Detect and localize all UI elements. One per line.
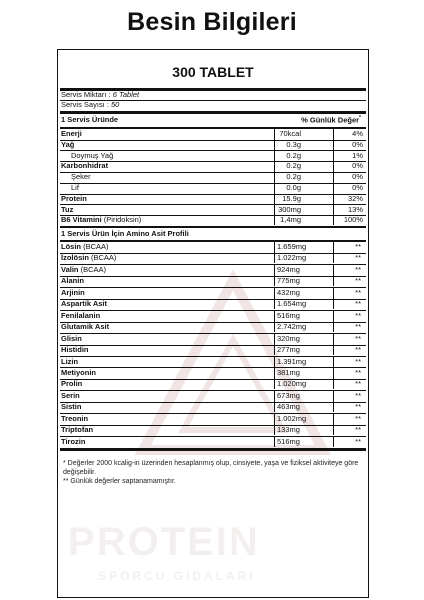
nutrient-row bbox=[61, 151, 365, 161]
column-divider bbox=[333, 413, 334, 424]
amino-acid-value: 1.391mg bbox=[277, 356, 307, 366]
column-divider bbox=[333, 241, 334, 252]
amino-acid-value: 924mg bbox=[277, 264, 300, 274]
amino-acid-value: 1.659mg bbox=[277, 242, 307, 251]
amino-acid-name: Metiyonin bbox=[61, 367, 96, 377]
amino-acid-daily-value: ** bbox=[355, 242, 361, 251]
nutrient-name: Enerji bbox=[61, 129, 82, 138]
serving-size: Servis Miktarı : 6 Tablet bbox=[61, 90, 140, 99]
amino-acid-value: 516mg bbox=[277, 436, 300, 446]
column-divider bbox=[274, 193, 275, 204]
nutrient-daily-value: 0% bbox=[352, 139, 363, 149]
amino-acid-daily-value: ** bbox=[355, 390, 361, 400]
amino-acid-row bbox=[61, 334, 365, 344]
amino-acid-value: 381mg bbox=[277, 367, 300, 377]
nutrient-value: 0.2g bbox=[286, 161, 301, 171]
nutrition-facts-panel bbox=[57, 49, 369, 598]
page-title: Besin Bilgileri bbox=[127, 8, 297, 36]
column-divider bbox=[274, 344, 275, 355]
column-divider bbox=[274, 436, 275, 447]
nutrient-value: 0.2g bbox=[286, 172, 301, 182]
column-divider bbox=[333, 264, 334, 275]
amino-acid-row bbox=[61, 379, 365, 389]
nutrient-row bbox=[61, 140, 365, 150]
amino-acid-row bbox=[61, 402, 365, 412]
amino-acid-name: Prolin bbox=[61, 379, 83, 389]
nutrient-value: 0.0g bbox=[286, 183, 301, 192]
amino-acid-daily-value: ** bbox=[355, 264, 361, 274]
amino-acid-value: 673mg bbox=[277, 390, 300, 400]
column-divider bbox=[274, 241, 275, 252]
column-divider bbox=[274, 390, 275, 401]
column-divider bbox=[274, 333, 275, 344]
amino-acid-value: 775mg bbox=[277, 276, 300, 286]
amino-acid-row bbox=[61, 253, 365, 263]
amino-acid-name: Sistin bbox=[61, 402, 82, 412]
watermark-subtext: SPORCU GIDALARI bbox=[98, 569, 256, 583]
column-divider bbox=[274, 150, 275, 161]
column-divider bbox=[274, 252, 275, 263]
amino-acid-row bbox=[61, 368, 365, 378]
nutrient-daily-value: 32% bbox=[347, 193, 363, 203]
nutrient-daily-value: 0% bbox=[352, 161, 363, 171]
column-divider bbox=[274, 264, 275, 275]
column-divider bbox=[274, 298, 275, 309]
amino-acid-value: 2.742mg bbox=[277, 322, 307, 332]
amino-acid-daily-value: ** bbox=[355, 356, 361, 366]
amino-acid-name: Lizin bbox=[61, 356, 79, 366]
amino-acid-name: Lösin (BCAA) bbox=[61, 242, 109, 251]
nutrient-daily-value: 100% bbox=[343, 215, 363, 225]
nutrient-row bbox=[61, 215, 365, 225]
amino-acid-daily-value: ** bbox=[355, 333, 361, 343]
column-divider bbox=[333, 193, 334, 204]
column-divider bbox=[274, 182, 275, 193]
amino-acid-value: 277mg bbox=[277, 345, 300, 355]
nutrient-value: 0.3g bbox=[286, 139, 301, 149]
nutrient-name: Lif bbox=[71, 183, 79, 192]
column-divider bbox=[333, 367, 334, 378]
nutrient-name: Karbonhidrat bbox=[61, 161, 109, 171]
amino-profile-header: 1 Servis Ürün İçin Amino Asit Profili bbox=[61, 229, 189, 238]
amino-acid-row bbox=[61, 288, 365, 298]
amino-acid-value: 516mg bbox=[277, 310, 300, 320]
column-divider bbox=[333, 214, 334, 225]
amino-acid-name: Histidin bbox=[61, 345, 89, 355]
amino-acid-value: 1.022mg bbox=[277, 253, 307, 263]
nutrient-value: 15.9g bbox=[282, 193, 301, 203]
amino-acid-value: 1.654mg bbox=[277, 299, 307, 309]
nutrient-row bbox=[61, 194, 365, 204]
amino-acid-name: İzolösin (BCAA) bbox=[61, 253, 117, 263]
nutrient-row bbox=[61, 172, 365, 182]
column-divider bbox=[274, 287, 275, 298]
nutrient-name: Protein bbox=[61, 193, 87, 203]
amino-acid-daily-value: ** bbox=[355, 367, 361, 377]
amino-acid-row bbox=[61, 345, 365, 355]
watermark-text: PROTEIN bbox=[68, 520, 260, 564]
amino-acid-name: Fenilalanin bbox=[61, 310, 101, 320]
amino-acid-name: Aspartik Asit bbox=[61, 299, 107, 309]
column-divider bbox=[333, 424, 334, 435]
divider bbox=[60, 448, 366, 451]
column-divider bbox=[333, 139, 334, 150]
column-divider bbox=[274, 378, 275, 389]
nutrient-daily-value: 1% bbox=[352, 150, 363, 160]
footnote-daily-value: * Değerler 2000 kcalig-in üzerinden hesaplanmış olup, cinsiyete, yaşa ve fiziksel aktiviteye göre değişebilir. bbox=[63, 460, 359, 476]
nutrient-value: 0.2g bbox=[286, 150, 301, 160]
column-divider bbox=[274, 356, 275, 367]
nutrient-row bbox=[61, 161, 365, 171]
column-divider bbox=[333, 333, 334, 344]
column-divider bbox=[333, 436, 334, 447]
column-divider bbox=[333, 378, 334, 389]
nutrient-value: 1,4mg bbox=[280, 215, 301, 225]
amino-acid-daily-value: ** bbox=[355, 299, 361, 309]
column-divider bbox=[333, 298, 334, 309]
amino-acid-name: Treonin bbox=[61, 413, 89, 423]
column-divider bbox=[274, 413, 275, 424]
column-divider bbox=[333, 275, 334, 286]
column-divider bbox=[333, 321, 334, 332]
amino-acid-row bbox=[61, 299, 365, 309]
amino-acid-row bbox=[61, 414, 365, 424]
column-divider bbox=[274, 171, 275, 182]
per-serving-header: 1 Servis Üründe % Günlük Değer* bbox=[61, 115, 361, 125]
nutrient-row bbox=[61, 183, 365, 193]
amino-acid-row bbox=[61, 242, 365, 252]
column-divider bbox=[274, 321, 275, 332]
amino-acid-row bbox=[61, 276, 365, 286]
nutrient-value: 300mg bbox=[278, 204, 301, 214]
serving-count: Servis Sayısı : 50 bbox=[61, 100, 120, 109]
amino-acid-row bbox=[61, 391, 365, 401]
nutrient-daily-value: 4% bbox=[352, 129, 363, 138]
column-divider bbox=[333, 310, 334, 321]
column-divider bbox=[274, 214, 275, 225]
column-divider bbox=[333, 287, 334, 298]
column-divider bbox=[274, 310, 275, 321]
nutrient-daily-value: 0% bbox=[352, 183, 363, 192]
amino-acid-daily-value: ** bbox=[355, 345, 361, 355]
nutrient-name: Doymuş Yağ bbox=[71, 150, 114, 160]
column-divider bbox=[333, 128, 334, 139]
column-divider bbox=[274, 275, 275, 286]
amino-acid-name: Glutamik Asit bbox=[61, 322, 110, 332]
column-divider bbox=[274, 424, 275, 435]
amino-acid-daily-value: ** bbox=[355, 276, 361, 286]
amino-acid-row bbox=[61, 265, 365, 275]
column-divider bbox=[333, 182, 334, 193]
amino-acid-row bbox=[61, 322, 365, 332]
amino-acid-value: 133mg bbox=[277, 425, 300, 435]
nutrient-row bbox=[61, 129, 365, 139]
amino-acid-daily-value: ** bbox=[355, 287, 361, 297]
nutrient-row bbox=[61, 205, 365, 215]
amino-acid-daily-value: ** bbox=[355, 322, 361, 332]
amino-acid-value: 1.002mg bbox=[277, 413, 307, 423]
column-divider bbox=[274, 160, 275, 171]
nutrient-value: 70kcal bbox=[279, 129, 301, 138]
column-divider bbox=[274, 128, 275, 139]
amino-acid-name: Tirozin bbox=[61, 436, 86, 446]
amino-acid-row bbox=[61, 357, 365, 367]
amino-acid-daily-value: ** bbox=[355, 413, 361, 423]
column-divider bbox=[333, 204, 334, 215]
amino-acid-value: 320mg bbox=[277, 333, 300, 343]
amino-acid-value: 463mg bbox=[277, 402, 300, 412]
amino-acid-row bbox=[61, 425, 365, 435]
nutrient-daily-value: 0% bbox=[352, 172, 363, 182]
nutrient-name: B6 Vitamini (Piridoksin) bbox=[61, 215, 142, 225]
column-divider bbox=[333, 171, 334, 182]
amino-acid-value: 432mg bbox=[277, 287, 300, 297]
amino-acid-daily-value: ** bbox=[355, 425, 361, 435]
column-divider bbox=[333, 160, 334, 171]
column-divider bbox=[333, 356, 334, 367]
nutrient-name: Tuz bbox=[61, 204, 74, 214]
product-size: 300 TABLET bbox=[172, 64, 254, 80]
amino-acid-daily-value: ** bbox=[355, 310, 361, 320]
nutrient-name: Yağ bbox=[61, 139, 75, 149]
amino-acid-name: Arjinin bbox=[61, 287, 85, 297]
amino-acid-name: Glisin bbox=[61, 333, 82, 343]
column-divider bbox=[333, 401, 334, 412]
column-divider bbox=[333, 390, 334, 401]
footnote-not-determined: ** Günlük değerler saptanamamıştır. bbox=[63, 478, 176, 485]
column-divider bbox=[333, 344, 334, 355]
amino-acid-row bbox=[61, 437, 365, 447]
column-divider bbox=[274, 401, 275, 412]
amino-acid-name: Valin (BCAA) bbox=[61, 264, 107, 274]
amino-acid-name: Triptofan bbox=[61, 425, 94, 435]
amino-acid-name: Serin bbox=[61, 390, 80, 400]
column-divider bbox=[333, 252, 334, 263]
column-divider bbox=[274, 367, 275, 378]
amino-acid-name: Alanin bbox=[61, 276, 84, 286]
column-divider bbox=[274, 139, 275, 150]
amino-acid-daily-value: ** bbox=[355, 379, 361, 389]
column-divider bbox=[274, 204, 275, 215]
amino-acid-value: 1.020mg bbox=[277, 379, 307, 389]
amino-acid-daily-value: ** bbox=[355, 402, 361, 412]
amino-acid-row bbox=[61, 311, 365, 321]
amino-acid-daily-value: ** bbox=[355, 253, 361, 263]
nutrient-name: Şeker bbox=[71, 172, 91, 182]
nutrient-daily-value: 13% bbox=[347, 204, 363, 214]
divider bbox=[60, 111, 366, 114]
column-divider bbox=[333, 150, 334, 161]
amino-acid-daily-value: ** bbox=[355, 436, 361, 446]
divider bbox=[60, 226, 366, 228]
